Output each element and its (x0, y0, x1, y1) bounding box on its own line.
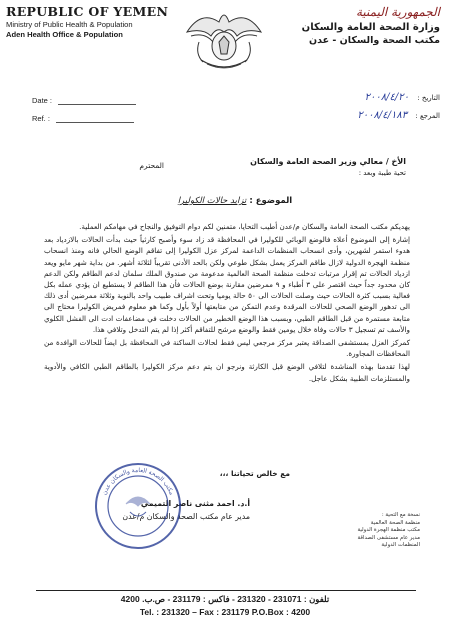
yemen-emblem-icon (181, 2, 267, 80)
paragraph-isolation-center: كمركز العزل بمستشفى الصداقة يعتبر مركز مرجعي ليس فقط لحالات الساكنة في المحافظة بل ايضاً للحالات الوافدة من المحافظات المجاورة. (44, 338, 410, 359)
arabic-ref-field (270, 110, 440, 121)
subject-value: تزايد حالات الكوليرا (177, 196, 247, 206)
arabic-date-label: التاريخ : (417, 94, 440, 102)
addressee: الأخ / معالي وزير الصحة العامة والسكان (250, 157, 406, 166)
official-stamp (92, 460, 184, 552)
footer-divider (36, 590, 416, 591)
arabic-date-field (270, 92, 440, 103)
country-name-en: REPUBLIC OF YEMEN (6, 4, 169, 19)
subject-line (150, 196, 320, 206)
closing: مع خالص تحياتنا ،،، (219, 469, 290, 478)
office-name-ar: مكتب الصحة والسكان - عدن (309, 35, 440, 46)
ref-label: Ref. : (32, 114, 50, 123)
ministry-name-ar: وزارة الصحة العامة والسكان (301, 22, 440, 33)
date-field (32, 96, 136, 105)
ref-field (32, 114, 134, 123)
signatory-title: مدير عام مكتب الصحة والسكان م/عدن (122, 512, 250, 521)
honorific: المحترم (139, 161, 164, 170)
footer-contact-ar: تلفون : 231071 - 231320 - فاكس : 231179 - ص.ب. 4200 (120, 594, 330, 604)
stamp-text: مكتب الصحة العامة والسكان عدن (101, 466, 175, 497)
paragraph-greeting: يهديكم مكتب الصحة العامة والسكان م/عدن أطيب التحايا، متمنين لكم دوام التوفيق والنجاح في مهامكم العملية. (79, 222, 410, 231)
signatory-name: أ.د. احمد مثنى ناصر التميمي (140, 499, 250, 508)
subject-label: الموضوع : (249, 196, 293, 206)
copy-item: مدير عام مستشفى الصداقة (357, 534, 420, 541)
ministry-name-en: Ministry of Public Health & Population (6, 20, 133, 29)
date-label: Date : (32, 96, 53, 105)
arabic-date-value: ٢٠٠٨/٤/٢٠ (364, 92, 409, 103)
letterhead-english (6, 4, 169, 40)
office-name-en: Aden Health Office & Population (6, 30, 123, 39)
country-name-ar: الجمهورية اليمنية (355, 5, 440, 19)
copies-title: نسخة مع التحية : (381, 512, 420, 518)
copy-item: منظمة الصحة العالمية (370, 519, 420, 526)
ref-line (56, 114, 134, 123)
letterhead-arabic (290, 4, 440, 47)
copy-item: المنظمات الدولية (381, 542, 420, 549)
letter-body (44, 221, 410, 386)
salutation: تحية طيبة وبعد : (358, 169, 406, 177)
copy-item: مكتب منظمة الهجرة الدولية (357, 527, 420, 534)
paragraph-appeal: لهذا تقدمنا بهذه المناشدة لتلافي الوضع قبل الكارثة ونرجو ان يتم دعم مركز الكوليرا بالطاقم الطبي الكافي والأدوية والمستلزمات الطبية بشكل عاجل. (44, 362, 410, 383)
copies-list (328, 512, 420, 550)
arabic-ref-label: المرجع : (415, 112, 440, 120)
paragraph-situation: إشارة إلى الموضوع أعلاه فالوضع الوبائي للكوليرا في المحافظة قد زاد سوء وأصبح كارثياً حيث بدأت الحالات بالازدياد بعد هدوء استمر لشهرين، وأدى انسحاب المنظمات الداعمة لمركز عزل الكوليرا إلى تفاقم الوضع الحالي فانه ومنذ انسحاب منظمة الهجرة الدولية لازال طاقم المركز يعمل بشكل طوعي ولكن بالحد الأدنى تقريباً لثلاثة أشهر. من بداية شهر مايو ويعد ازدياد الحالات تم إقرار مرتبات تدخلت منظمة الصحة العالمية مدعومة من صندوق الملك سلمان لدعم الطاقم ولكن الدعم كان محدود جداً حيث اقتصر على ٣ أطباء و ٩ ممرضين مقارنة بوضع الحالات فأن هذا الطاقم لا يستطيع ان يؤدي عمله بكل فعالية بسبب كثرة الحالات حيث وصلت الحالات الى ٥٠ حالة يوميا وتحت اشراف طبيب واحد بالنوبة وثلاثة ممرضين أدى ذلك الى تدهور الوضع الصحي للحالات المرقدة وعدم التمكن من متابعتها أولاً بأول وكما هو معلوم فمريض الكوليرا محتاج الى متابعة مستمرة من قبل الطاقم الطبي، وبسبب هذا الوضع الخطير من الحالات دخلت في مضاعفات ادت الى الفشل الكلوي والأسف تم تسجيل ٣ حالات وفاة خلال يومين فقط والوضع مرشح للتفاقم أكثر إذا لم يتم التدخل وتلافي هذا. (44, 235, 410, 334)
footer-contact-en: Tel. : 231320 – Fax : 231179 P.O.Box : 4200 (139, 607, 311, 617)
date-line (58, 96, 136, 105)
arabic-ref-value: ٢٠٠٨/٤/١٨٣ (357, 110, 408, 121)
